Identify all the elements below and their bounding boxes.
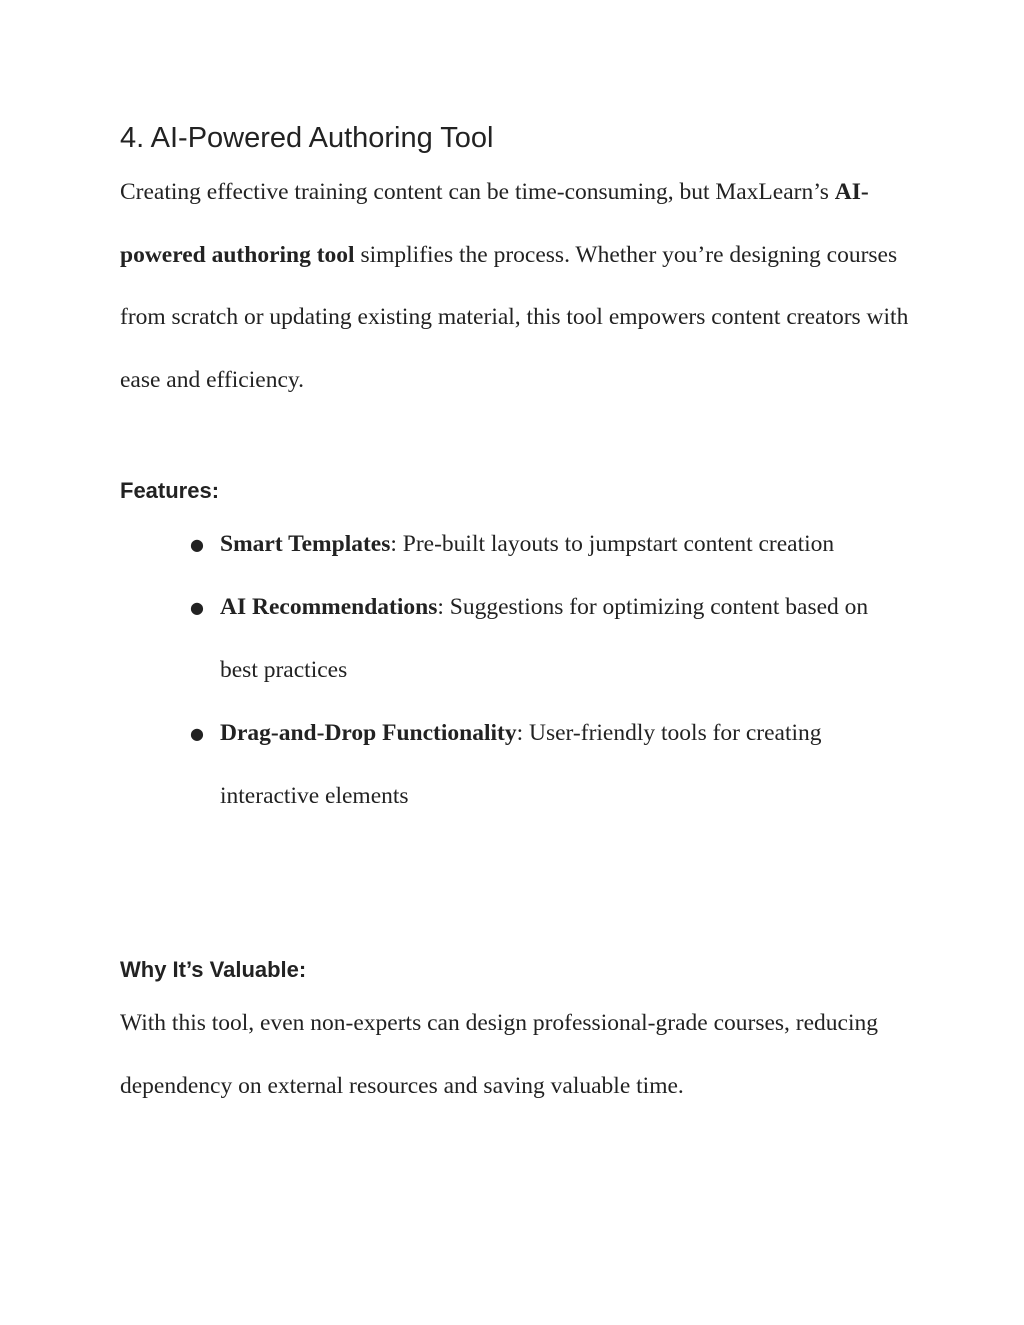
feature-name: Smart Templates <box>220 531 391 557</box>
feature-item-ai-recommendations <box>0 576 910 702</box>
feature-name: AI Recommendations <box>220 594 438 620</box>
intro-text-end: simplifies the process. Whether you’re designing courses from scratch or updating existing material, this tool empowers content creators with ease and efficiency. <box>120 241 909 393</box>
intro-paragraph <box>120 161 920 411</box>
feature-description: : User-friendly tools for creating interactive elements <box>220 720 822 809</box>
why-paragraph: With this tool, even non-experts can design professional-grade courses, reducing dependency on external resources and saving valuable time. <box>120 1010 879 1099</box>
bullet-icon: ● <box>190 535 204 554</box>
feature-item-smart-templates <box>0 513 910 576</box>
feature-name: Drag-and-Drop Functionality <box>220 720 517 746</box>
intro-text-start: Creating effective training content can be time-consuming, but MaxLearn’s <box>120 179 835 205</box>
why-heading: Why It’s Valuable: <box>120 957 307 982</box>
features-heading: Features: <box>120 478 220 503</box>
intro-bold-phrase: AI-powered authoring tool <box>120 179 869 268</box>
section-title: 4. AI-Powered Authoring Tool <box>120 122 494 154</box>
feature-list <box>0 513 1024 828</box>
bullet-icon: ● <box>190 724 204 743</box>
bullet-icon: ● <box>190 598 204 617</box>
feature-item-drag-and-drop <box>0 702 910 828</box>
feature-description: : Suggestions for optimizing content based on best practices <box>220 594 869 683</box>
feature-description: : Pre-built layouts to jumpstart content creation <box>390 531 835 557</box>
